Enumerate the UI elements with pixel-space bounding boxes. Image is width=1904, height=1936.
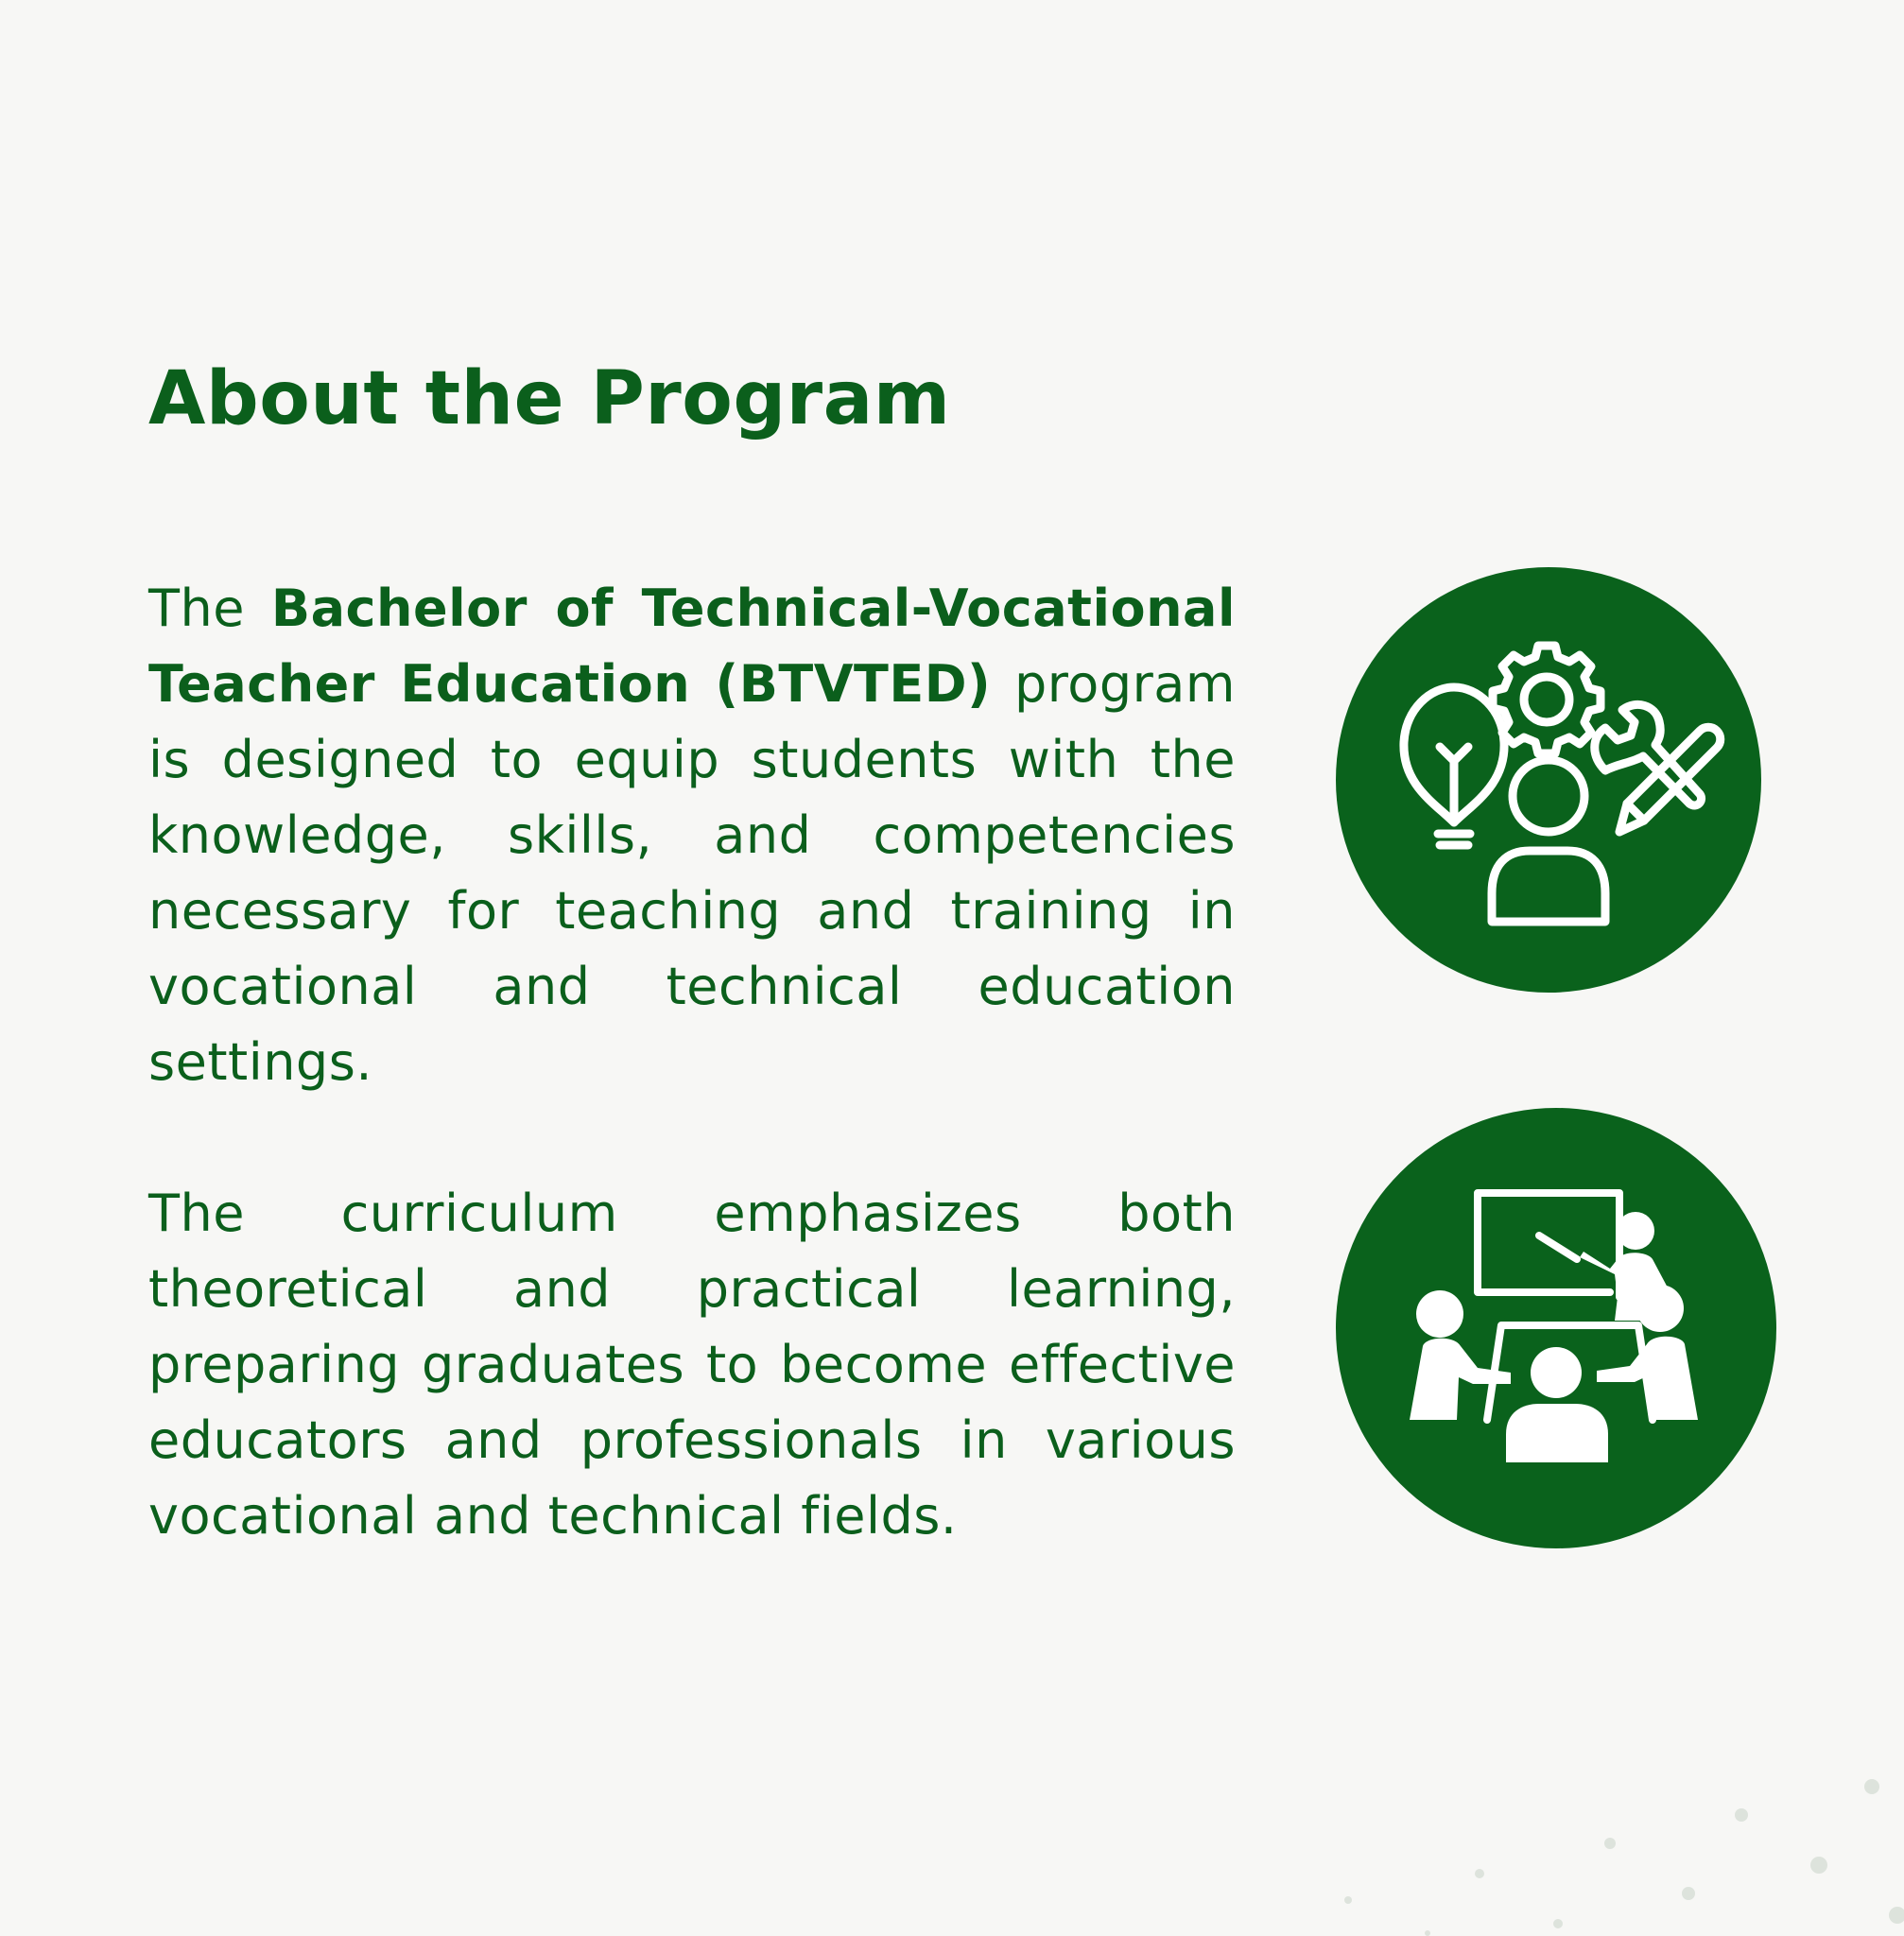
program-name: Bachelor of Technical-Vocational Teacher Education (BTVTED) xyxy=(148,579,1236,714)
person-with-ideas-gear-tools-icon xyxy=(1336,567,1761,993)
page-title: About the Program xyxy=(148,356,951,441)
classroom-teacher-students-icon xyxy=(1336,1108,1776,1548)
paragraph-intro-text: The xyxy=(148,579,271,638)
program-description-paragraph xyxy=(148,571,1236,1100)
paragraph-rest-text: program is designed to equip students with the knowledge, skills, and competencies necessary for teaching and training in vocational and technical education settings. xyxy=(148,654,1237,1092)
curriculum-paragraph: The curriculum emphasizes both theoretical and practical learning, preparing graduates to become effective educators and professionals in various vocational and technical fields. xyxy=(148,1184,1236,1546)
